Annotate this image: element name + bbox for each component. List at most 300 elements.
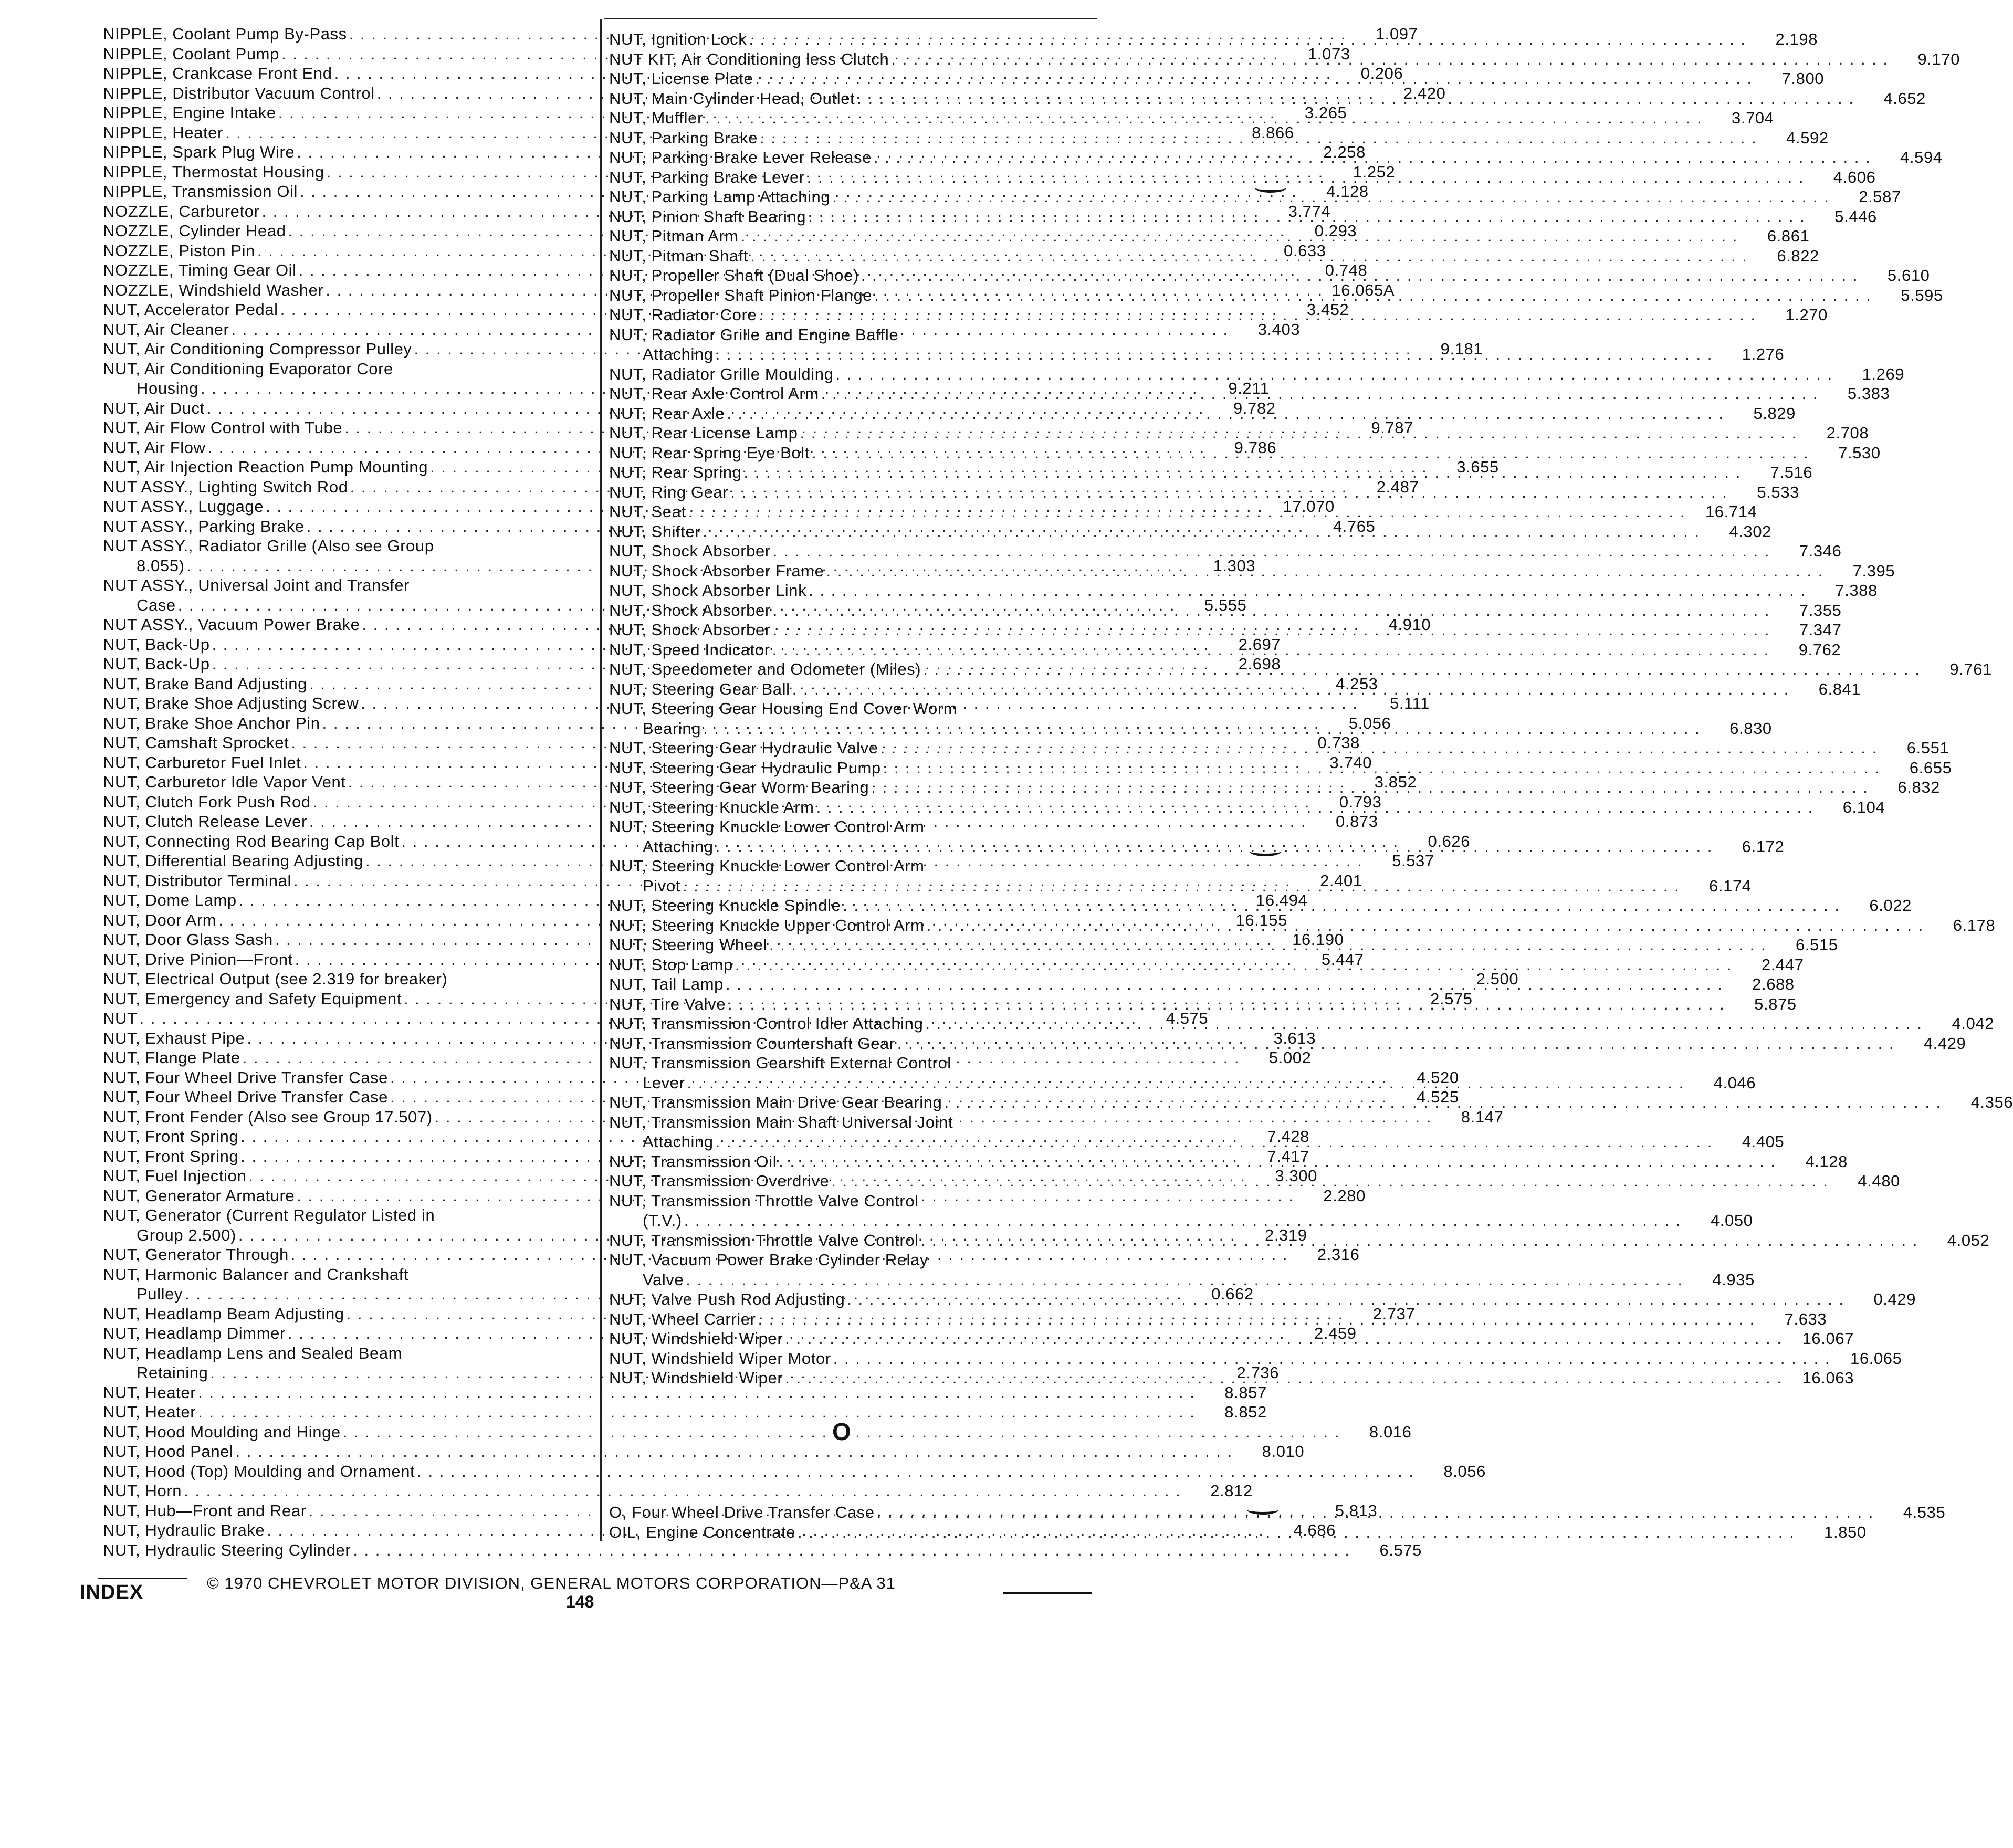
entry-name: NIPPLE, Transmission Oil bbox=[103, 182, 298, 201]
entry-reference: 4.575 bbox=[1166, 1009, 1209, 1027]
dot-leader bbox=[874, 148, 1871, 167]
dot-leader bbox=[773, 541, 1770, 561]
entry-reference: 9.782 bbox=[1233, 398, 1276, 417]
entry-reference: 5.446 bbox=[1834, 207, 1877, 226]
entry-reference: 4.910 bbox=[1388, 615, 1431, 634]
entry-name: NUT, Radiator Grille Moulding bbox=[609, 364, 834, 383]
entry-name: NUT, Pitman Shaft bbox=[609, 246, 749, 265]
dot-leader bbox=[716, 837, 1713, 857]
entry-name: NIPPLE, Coolant Pump bbox=[103, 44, 279, 63]
dot-leader bbox=[843, 896, 1840, 916]
entry-continuation: Pulley bbox=[137, 1285, 183, 1303]
entry-name: NUT, Heater bbox=[103, 1383, 196, 1402]
entry-name: NUT, Radiator Grille and Engine Baffle bbox=[609, 325, 899, 344]
entry-name: NUT, Carburetor Fuel Inlet bbox=[103, 753, 301, 772]
entry-reference: 0.293 bbox=[1314, 222, 1357, 240]
entry-name: O, Four Wheel Drive Transfer Case bbox=[609, 1503, 875, 1521]
entry-name: NUT, Air Injection Reaction Pump Mounting bbox=[103, 458, 428, 476]
entry-name: NUT ASSY., Parking Brake bbox=[103, 517, 305, 536]
dot-leader bbox=[798, 1522, 1795, 1542]
entry-reference: 5.829 bbox=[1753, 404, 1796, 423]
entry-continuation: Pivot bbox=[643, 876, 680, 895]
entry-reference: 0.429 bbox=[1873, 1290, 1916, 1308]
entry-name: NUT, Windshield Wiper bbox=[609, 1369, 783, 1387]
dot-leader bbox=[749, 29, 1746, 49]
entry-name: NUT, Hood Moulding and Hinge bbox=[103, 1422, 341, 1441]
entry-name: NUT, Rear Axle Control Arm bbox=[609, 384, 819, 403]
entry-reference: 16.190 bbox=[1292, 930, 1344, 949]
entry-name: NUT, Tail Lamp bbox=[609, 975, 724, 993]
entry-reference: 6.104 bbox=[1842, 797, 1885, 816]
entry-name: NUT, Parking Brake Lever Release bbox=[609, 148, 872, 166]
entry-reference: 6.861 bbox=[1767, 227, 1810, 245]
index-entry-heading-line bbox=[103, 575, 560, 595]
entry-name: NUT, Rear Spring bbox=[609, 463, 742, 481]
entry-reference: 2.487 bbox=[1376, 477, 1419, 496]
entry-name: NUT, Brake Band Adjusting bbox=[103, 674, 307, 693]
dot-leader bbox=[759, 305, 1756, 325]
entry-name: NUT, Transmission Gearshift External Control bbox=[609, 1054, 951, 1072]
entry-continuation: Attaching bbox=[643, 1132, 714, 1151]
entry-name: NUT ASSY., Vacuum Power Brake bbox=[103, 615, 360, 634]
entry-reference: 0.206 bbox=[1360, 64, 1403, 82]
dot-leader bbox=[705, 108, 1703, 128]
entry-name: NUT, Transmission Throttle Valve Control bbox=[609, 1231, 919, 1250]
entry-reference: 2.198 bbox=[1775, 30, 1818, 48]
entry-name: NUT bbox=[103, 1009, 138, 1027]
entry-reference: 4.302 bbox=[1729, 522, 1771, 541]
entry-reference: 3.452 bbox=[1306, 300, 1349, 319]
dot-leader bbox=[833, 1349, 1831, 1369]
entry-reference: 3.774 bbox=[1288, 202, 1331, 220]
entry-reference: 4.520 bbox=[1417, 1068, 1459, 1087]
dot-leader bbox=[755, 69, 1753, 89]
index-entry-heading-line bbox=[103, 1265, 560, 1285]
entry-reference: 1.252 bbox=[1353, 162, 1396, 181]
entry-reference: 4.253 bbox=[1336, 674, 1378, 693]
entry-name: NUT, Emergency and Safety Equipment bbox=[103, 989, 402, 1008]
entry-name: NUT, Ring Gear bbox=[609, 482, 729, 501]
dot-leader bbox=[236, 1442, 1233, 1462]
dot-leader bbox=[835, 364, 1833, 384]
entry-name: NUT, Valve Push Rod Adjusting bbox=[609, 1290, 845, 1308]
entry-reference: 1.303 bbox=[1213, 556, 1256, 575]
entry-name: NUT, Dome Lamp bbox=[103, 891, 237, 909]
entry-reference: 1.073 bbox=[1308, 44, 1350, 63]
entry-reference: 0.793 bbox=[1339, 792, 1382, 811]
entry-reference: 5.111 bbox=[1389, 694, 1430, 712]
dot-leader bbox=[874, 286, 1872, 306]
entry-name: NOZZLE, Timing Gear Oil bbox=[103, 261, 297, 279]
entry-name: NUT, Speed Indicator bbox=[609, 640, 770, 659]
entry-name: NUT, Seat bbox=[609, 502, 686, 521]
entry-name: NUT, Rear Spring Eye Bolt bbox=[609, 443, 810, 462]
dot-leader bbox=[925, 1014, 1923, 1034]
entry-reference: 4.765 bbox=[1333, 517, 1376, 536]
dot-leader bbox=[744, 463, 1742, 482]
entry-name: NUT, Distributor Terminal bbox=[103, 871, 291, 890]
dot-leader bbox=[727, 404, 1724, 424]
entry-reference: 7.355 bbox=[1799, 601, 1842, 620]
entry-name: NUT, Generator (Current Regulator Listed in bbox=[103, 1206, 435, 1224]
index-entry-heading-line bbox=[609, 1191, 1092, 1211]
entry-name: NUT, Rear Axle bbox=[609, 404, 725, 423]
entry-name: NUT, Vacuum Power Brake Cylinder Relay bbox=[609, 1251, 928, 1269]
entry-name: NUT, Brake Shoe Adjusting Screw bbox=[103, 694, 359, 712]
entry-name: NUT, Hub—Front and Rear bbox=[103, 1501, 307, 1520]
entry-name: NOZZLE, Cylinder Head bbox=[103, 222, 286, 240]
index-entry-heading-line bbox=[609, 325, 1092, 345]
entry-reference: 16.065A bbox=[1331, 280, 1395, 299]
entry-name: NUT, Transmission Overdrive bbox=[609, 1172, 830, 1190]
entry-name: NUT, Shock Absorber bbox=[609, 601, 771, 620]
dot-leader bbox=[687, 1073, 1685, 1093]
entry-reference: 7.428 bbox=[1267, 1127, 1309, 1146]
entry-name: NUT, Windshield Wiper bbox=[609, 1329, 783, 1348]
dot-leader bbox=[877, 1503, 1874, 1522]
entry-name: NIPPLE, Spark Plug Wire bbox=[103, 143, 295, 161]
entry-reference: 4.935 bbox=[1712, 1270, 1755, 1289]
dot-leader bbox=[353, 1540, 1350, 1560]
dot-leader bbox=[923, 659, 1921, 679]
entry-name: NUT, Parking Brake bbox=[609, 128, 758, 147]
entry-name: NUT, Parking Lamp Attaching bbox=[609, 187, 831, 206]
entry-reference: 4.686 bbox=[1293, 1521, 1336, 1539]
entry-name: NUT, Steering Knuckle Spindle bbox=[609, 896, 841, 915]
dot-leader bbox=[880, 738, 1878, 758]
index-entry-heading-line bbox=[609, 699, 1092, 719]
dot-leader bbox=[807, 167, 1805, 187]
dot-leader bbox=[773, 620, 1770, 640]
entry-reference: 2.258 bbox=[1323, 143, 1366, 161]
entry-reference: 8.010 bbox=[1262, 1442, 1305, 1461]
entry-reference: 17.070 bbox=[1283, 497, 1335, 516]
index-entry bbox=[609, 541, 1842, 561]
entry-reference: 6.830 bbox=[1729, 719, 1772, 738]
entry-reference: 8.056 bbox=[1443, 1462, 1486, 1480]
dot-leader bbox=[726, 974, 1723, 994]
page-number: 148 bbox=[566, 1592, 594, 1611]
index-entry bbox=[103, 1481, 1253, 1501]
entry-reference: 4.592 bbox=[1786, 128, 1829, 147]
entry-name: NOZZLE, Carburetor bbox=[103, 202, 260, 220]
entry-name: NUT, Radiator Core bbox=[609, 306, 757, 324]
entry-reference: 3.613 bbox=[1273, 1028, 1316, 1047]
entry-reference: 3.655 bbox=[1456, 458, 1499, 476]
entry-name: NUT, Propeller Shaft Pinion Flange bbox=[609, 286, 873, 304]
entry-reference: 4.606 bbox=[1833, 167, 1876, 186]
entry-name: NUT, Steering Knuckle Upper Control Arm bbox=[609, 916, 925, 934]
entry-reference: 3.740 bbox=[1329, 753, 1372, 772]
entry-name: NUT, Shock Absorber Link bbox=[609, 581, 807, 600]
entry-reference: 6.178 bbox=[1953, 916, 1996, 934]
entry-reference: 3.300 bbox=[1275, 1167, 1317, 1185]
index-entry-heading-line bbox=[103, 536, 560, 556]
entry-reference: 16.494 bbox=[1256, 891, 1308, 909]
dot-leader bbox=[792, 679, 1790, 699]
entry-name: NUT, Parking Brake Lever bbox=[609, 167, 805, 186]
margin-mark bbox=[1255, 183, 1286, 193]
margin-mark bbox=[1250, 846, 1281, 856]
dot-leader bbox=[897, 1034, 1895, 1054]
entry-name: NUT, Four Wheel Drive Transfer Case bbox=[103, 1088, 388, 1106]
index-entry bbox=[103, 1402, 1267, 1422]
entry-reference: 6.841 bbox=[1818, 679, 1861, 698]
entry-name: NUT, Door Glass Sash bbox=[103, 930, 273, 949]
entry-reference: 4.356 bbox=[1970, 1093, 2013, 1111]
entry-reference: 6.515 bbox=[1795, 936, 1838, 954]
entry-reference: 2.688 bbox=[1752, 975, 1795, 993]
entry-reference: 2.420 bbox=[1403, 83, 1446, 102]
entry-reference: 7.800 bbox=[1781, 69, 1825, 88]
entry-reference: 16.714 bbox=[1705, 502, 1757, 521]
entry-name: NUT, Hydraulic Brake bbox=[103, 1521, 265, 1539]
entry-reference: 5.056 bbox=[1348, 713, 1391, 732]
entry-reference: 7.346 bbox=[1799, 542, 1842, 560]
entry-name: NUT, Flange Plate bbox=[103, 1048, 240, 1067]
dot-leader bbox=[683, 876, 1680, 896]
footer-rule-right bbox=[1003, 1592, 1092, 1594]
dot-leader bbox=[861, 266, 1859, 286]
entry-reference: 5.447 bbox=[1321, 950, 1364, 969]
entry-name: NUT, Transmission Control Idler Attaching bbox=[609, 1014, 924, 1033]
dot-leader bbox=[785, 1368, 1783, 1388]
entry-name: NUT, Connecting Rod Bearing Cap Bolt bbox=[103, 832, 400, 850]
entry-reference: 7.347 bbox=[1799, 621, 1842, 639]
entry-name: NUT, Shifter bbox=[609, 522, 701, 541]
entry-continuation: 8.055) bbox=[137, 556, 185, 575]
entry-reference: 16.063 bbox=[1802, 1369, 1854, 1387]
entry-reference: 9.787 bbox=[1371, 418, 1413, 437]
index-entry-heading-line bbox=[609, 1250, 1092, 1270]
dot-leader bbox=[831, 1171, 1829, 1191]
entry-name: NUT, Air Cleaner bbox=[103, 320, 229, 339]
entry-reference: 16.155 bbox=[1235, 910, 1287, 929]
margin-mark bbox=[1247, 1505, 1278, 1515]
entry-name: NUT, License Plate bbox=[609, 69, 753, 88]
entry-name: NIPPLE, Thermostat Housing bbox=[103, 162, 324, 181]
entry-reference: 1.276 bbox=[1742, 345, 1785, 363]
index-entry-heading-line bbox=[103, 1205, 560, 1225]
entry-reference: 6.174 bbox=[1709, 876, 1752, 895]
entry-reference: 8.866 bbox=[1252, 123, 1294, 142]
entry-name: NUT, Transmission Main Shaft Universal Joint bbox=[609, 1112, 953, 1131]
index-entry bbox=[609, 1349, 1902, 1369]
entry-name: NUT, Steering Wheel bbox=[609, 936, 767, 954]
entry-name: NUT, Hood (Top) Moulding and Ornament bbox=[103, 1462, 415, 1480]
dot-leader bbox=[921, 1231, 1918, 1251]
dot-leader bbox=[826, 561, 1824, 581]
entry-reference: 5.595 bbox=[1901, 286, 1943, 304]
entry-reference: 6.655 bbox=[1909, 758, 1952, 777]
entry-reference: 4.405 bbox=[1742, 1132, 1785, 1151]
entry-continuation: Attaching bbox=[643, 837, 714, 856]
dot-leader bbox=[417, 1462, 1414, 1482]
entry-reference: 6.832 bbox=[1897, 778, 1940, 796]
dot-leader bbox=[944, 1093, 1942, 1112]
entry-name: NUT, Transmission Countershaft Gear bbox=[609, 1034, 895, 1053]
dot-leader bbox=[741, 226, 1738, 246]
dot-leader bbox=[773, 601, 1770, 621]
entry-name: OIL, Engine Concentrate bbox=[609, 1522, 796, 1541]
entry-name: NUT, Electrical Output (see 2.319 for breaker) bbox=[103, 970, 448, 988]
entry-name: NUT, Fuel Injection bbox=[103, 1167, 247, 1185]
entry-name: NUT, Drive Pinion—Front bbox=[103, 950, 293, 969]
index-entry-heading-line bbox=[609, 1112, 1092, 1132]
dot-leader bbox=[716, 344, 1713, 364]
entry-reference: 9.761 bbox=[1949, 660, 1992, 678]
dot-leader bbox=[785, 1329, 1783, 1349]
entry-reference: 3.265 bbox=[1304, 103, 1347, 122]
dot-leader bbox=[769, 935, 1767, 955]
entry-name: NUT, Shock Absorber bbox=[609, 621, 771, 639]
entry-name: NUT, Steering Gear Hydraulic Pump bbox=[609, 758, 881, 777]
entry-name: NUT, Camshaft Sprocket bbox=[103, 733, 289, 752]
entry-reference: 6.575 bbox=[1379, 1540, 1422, 1559]
index-entry bbox=[103, 1462, 1486, 1482]
entry-name: NIPPLE, Coolant Pump By-Pass bbox=[103, 25, 347, 43]
entry-name: NUT, Air Conditioning Compressor Pulley bbox=[103, 340, 412, 358]
entry-reference: 4.480 bbox=[1858, 1172, 1900, 1190]
entry-reference: 5.002 bbox=[1268, 1048, 1312, 1067]
index-entry-heading-line bbox=[103, 1343, 560, 1363]
entry-name: NUT, Door Arm bbox=[103, 910, 217, 929]
dot-leader bbox=[728, 994, 1725, 1014]
entry-name: NUT, Air Conditioning Evaporator Core bbox=[103, 359, 393, 378]
entry-reference: 6.172 bbox=[1742, 837, 1785, 856]
entry-reference: 1.850 bbox=[1824, 1522, 1867, 1541]
entry-reference: 7.417 bbox=[1267, 1147, 1309, 1166]
entry-reference: 3.704 bbox=[1732, 109, 1774, 127]
footer-copyright: © 1970 CHEVROLET MOTOR DIVISION, GENERAL MOTORS CORPORATION—P&A 31 bbox=[207, 1574, 896, 1592]
dot-leader bbox=[808, 207, 1806, 227]
entry-name: NUT, Steering Gear Ball bbox=[609, 679, 790, 698]
entry-continuation: Attaching bbox=[643, 345, 714, 363]
entry-reference: 16.067 bbox=[1802, 1329, 1854, 1348]
dot-leader bbox=[198, 1402, 1196, 1422]
entry-reference: 2.736 bbox=[1236, 1363, 1280, 1382]
entry-reference: 5.555 bbox=[1204, 595, 1247, 614]
entry-reference: 2.447 bbox=[1761, 955, 1804, 974]
index-entry bbox=[103, 1422, 1412, 1442]
entry-reference: 7.530 bbox=[1838, 443, 1881, 462]
entry-reference: 7.395 bbox=[1852, 561, 1895, 580]
entry-reference: 6.022 bbox=[1869, 896, 1912, 915]
dot-leader bbox=[857, 89, 1854, 109]
entry-name: NUT, Front Spring bbox=[103, 1127, 239, 1146]
entry-name: NUT, Steering Knuckle Lower Control Arm bbox=[609, 817, 925, 836]
entry-reference: 0.662 bbox=[1211, 1285, 1254, 1303]
dot-leader bbox=[891, 49, 1889, 69]
index-entry-heading-line bbox=[609, 856, 1092, 876]
entry-reference: 8.016 bbox=[1369, 1422, 1412, 1441]
entry-reference: 2.575 bbox=[1430, 989, 1473, 1008]
entry-reference: 0.738 bbox=[1317, 733, 1360, 752]
entry-reference: 2.708 bbox=[1826, 424, 1869, 442]
entry-reference: 2.587 bbox=[1859, 187, 1901, 206]
footer-index-label: INDEX bbox=[80, 1581, 144, 1603]
entry-reference: 2.280 bbox=[1323, 1186, 1366, 1205]
entry-reference: 2.697 bbox=[1238, 635, 1281, 654]
index-entry bbox=[609, 364, 1905, 384]
entry-name: NUT, Differential Bearing Adjusting bbox=[103, 852, 364, 870]
entry-name: NUT, Transmission Main Drive Gear Bearing bbox=[609, 1093, 942, 1111]
entry-name: NOZZLE, Piston Pin bbox=[103, 241, 255, 260]
entry-name: NUT, Four Wheel Drive Transfer Case bbox=[103, 1068, 388, 1087]
entry-name: NUT, Horn bbox=[103, 1482, 182, 1500]
entry-name: NUT, Pitman Arm bbox=[609, 227, 739, 245]
entry-name: NUT ASSY., Radiator Grille (Also see Group bbox=[103, 537, 434, 555]
entry-continuation: (T.V.) bbox=[643, 1211, 682, 1230]
entry-reference: 2.812 bbox=[1210, 1482, 1253, 1500]
dot-leader bbox=[688, 502, 1686, 522]
dot-leader bbox=[760, 128, 1757, 148]
index-entry-heading-line bbox=[609, 1053, 1092, 1073]
entry-reference: 9.211 bbox=[1228, 379, 1270, 397]
entry-name: NUT, Steering Gear Worm Bearing bbox=[609, 778, 869, 796]
entry-name: NUT ASSY., Universal Joint and Transfer bbox=[103, 576, 410, 594]
entry-reference: 0.748 bbox=[1325, 261, 1368, 279]
entry-name: NUT, Steering Knuckle Arm bbox=[609, 797, 814, 816]
dot-leader bbox=[821, 384, 1819, 404]
entry-name: NUT, Stop Lamp bbox=[609, 955, 733, 974]
entry-reference: 7.633 bbox=[1784, 1309, 1827, 1328]
entry-reference: 2.401 bbox=[1320, 871, 1362, 890]
entry-name: NUT, Air Duct bbox=[103, 398, 205, 417]
entry-reference: 2.500 bbox=[1476, 970, 1519, 988]
dot-leader bbox=[779, 1152, 1776, 1172]
entry-name: NUT, Heater bbox=[103, 1403, 196, 1421]
entry-reference: 4.042 bbox=[1952, 1014, 1995, 1033]
entry-name: NUT, Shock Absorber bbox=[609, 542, 771, 560]
entry-name: NOZZLE, Windshield Washer bbox=[103, 280, 324, 299]
footer-rule-left bbox=[98, 1578, 187, 1579]
entry-reference: 9.786 bbox=[1234, 438, 1277, 457]
section-letter-heading: O bbox=[832, 1418, 851, 1445]
entry-name: NUT, Generator Armature bbox=[103, 1186, 295, 1205]
entry-reference: 4.429 bbox=[1923, 1034, 1966, 1053]
entry-name: NIPPLE, Engine Intake bbox=[103, 103, 276, 122]
dot-leader bbox=[772, 640, 1770, 660]
entry-name: NUT, Exhaust Pipe bbox=[103, 1028, 245, 1047]
entry-reference: 6.551 bbox=[1906, 739, 1949, 757]
entry-name: NUT, Windshield Wiper Motor bbox=[609, 1349, 831, 1368]
top-rule bbox=[604, 18, 1097, 19]
entry-reference: 1.269 bbox=[1862, 364, 1905, 383]
entry-name: NUT, Steering Gear Hydraulic Valve bbox=[609, 739, 878, 757]
dot-leader bbox=[684, 1211, 1682, 1231]
entry-reference: 8.857 bbox=[1224, 1383, 1267, 1402]
entry-reference: 1.270 bbox=[1785, 306, 1828, 324]
dot-leader bbox=[686, 1270, 1683, 1290]
dot-leader bbox=[758, 1309, 1756, 1329]
entry-continuation: Bearing bbox=[643, 719, 701, 738]
entry-reference: 9.762 bbox=[1798, 640, 1841, 659]
entry-name: NUT, Harmonic Balancer and Crankshaft bbox=[103, 1265, 409, 1284]
entry-name: NUT, Transmission Oil bbox=[609, 1152, 777, 1171]
entry-reference: 4.535 bbox=[1903, 1503, 1946, 1521]
entry-reference: 5.383 bbox=[1847, 384, 1890, 403]
entry-reference: 4.652 bbox=[1883, 89, 1926, 108]
entry-reference: 0.633 bbox=[1284, 241, 1326, 260]
dot-leader bbox=[927, 916, 1924, 936]
entry-name: NIPPLE, Crankcase Front End bbox=[103, 64, 332, 82]
entry-reference: 5.610 bbox=[1887, 266, 1930, 285]
index-entry bbox=[103, 1540, 1422, 1560]
entry-name: NIPPLE, Heater bbox=[103, 123, 223, 142]
dot-leader bbox=[847, 1289, 1844, 1309]
entry-name: NUT, Steering Knuckle Lower Control Arm bbox=[609, 857, 925, 875]
